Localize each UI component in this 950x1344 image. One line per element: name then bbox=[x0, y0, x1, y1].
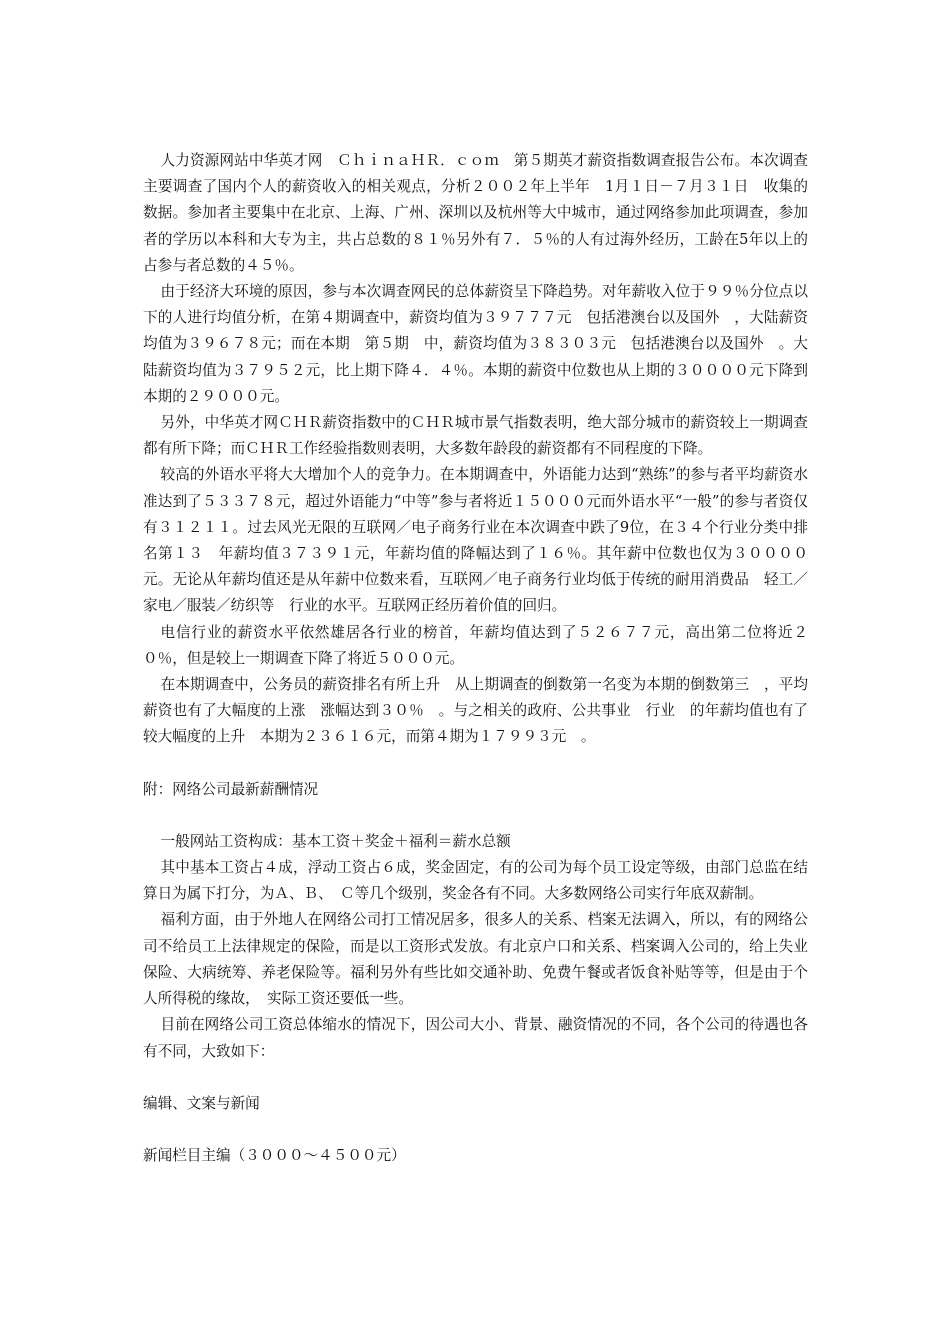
section-title: 编辑、文案与新闻 bbox=[143, 1094, 260, 1112]
report-paragraph-5: 电信行业的薪资水平依然雄居各行业的榜首，年薪均值达到了５２６７７元，高出第二位将近２０％，但是较上一期调查下降了将近５０００元。 bbox=[143, 623, 808, 667]
appendix-paragraph-3: 福利方面，由于外地人在网络公司打工情况居多，很多人的关系、档案无法调入，所以，有的网络公司不给员工上法律规定的保险，而是以工资形式发放。有北京户口和关系、档案调入公司的，给上失业保险、大病统筹、养老保险等。福利另外有些比如交通补助、免费午餐或者饭食补贴等等，但是由于个人所得税的缘故， 实际工资还要低一些。 bbox=[143, 911, 808, 1008]
appendix-paragraph-1: 一般网站工资构成：基本工资＋奖金＋福利＝薪水总额 bbox=[160, 832, 511, 850]
report-paragraph-4: 较高的外语水平将大大增加个人的竞争力。在本期调查中，外语能力达到“熟练”的参与者平均薪资水准达到了５３３７８元，超过外语能力“中等”参与者将近１５０００元而外语水平“一般”的参与者资仅有３１２１１。过去风光无限的互联网／电子商务行业在本次调查中跌了9位，在３４个行业分类中排名第１３ 年薪均值３７３９１元，年薪均值的降幅达到了１６％。其年薪中位数也仅为３００００元。无论从年薪均值还是从年薪中位数来看，互联网／电子商务行业均低于传统的耐用消费品 轻工／家电／服装／纺织等 行业的水平。互联网正经历着价值的回归。 bbox=[143, 466, 808, 615]
position-line: 新闻栏目主编（３０００～４５００元） bbox=[143, 1146, 406, 1164]
spacer bbox=[143, 1065, 808, 1091]
document-body bbox=[143, 148, 808, 1169]
appendix-paragraph-4: 目前在网络公司工资总体缩水的情况下，因公司大小、背景、融资情况的不同，各个公司的待遇也各有不同，大致如下： bbox=[143, 1016, 808, 1060]
spacer bbox=[143, 751, 808, 777]
report-paragraph-1: 人力资源网站中华英才网 ＣｈｉｎａＨＲ．ｃｏｍ 第５期英才薪资指数调查报告公布。本次调查主要调查了国内个人的薪资收入的相关观点，分析２００２年上半年 1月１日－７月３１日 收集的数据。参加者主要集中在北京、上海、广州、深圳以及杭州等大中城市，通过网络参加此项调查，参加者的学历以本科和大专为主，共占总数的８１％另外有７．５％的人有过海外经历，工龄在5年以上的占参与者总数的４５％。 bbox=[143, 152, 808, 274]
report-paragraph-3: 另外，中华英才网ＣＨＲ薪资指数中的ＣＨＲ城市景气指数表明，绝大部分城市的薪资较上一期调查都有所下降；而ＣＨＲ工作经验指数则表明，大多数年龄段的薪资都有不同程度的下降。 bbox=[143, 414, 808, 458]
appendix-paragraph-2: 其中基本工资占４成，浮动工资占６成，奖金固定，有的公司为每个员工设定等级，由部门总监在结算日为属下打分，为Ａ、Ｂ、 Ｃ等几个级别，奖金各有不同。大多数网络公司实行年底双薪制。 bbox=[143, 859, 808, 903]
spacer bbox=[143, 1117, 808, 1143]
report-paragraph-2: 由于经济大环境的原因，参与本次调查网民的总体薪资呈下降趋势。对年薪收入位于９９％分位点以下的人进行均值分析，在第４期调查中，薪资均值为３９７７７元 包括港澳台以及国外 ，大陆薪资均值为３９６７８元；而在本期 第５期 中，薪资均值为３８３０３元 包括港澳台以及国外 。大陆薪资均值为３７９５２元，比上期下降４．４％。本期的薪资中位数也从上期的３００００元下降到本期的２９０００元。 bbox=[143, 283, 808, 405]
spacer bbox=[143, 803, 808, 829]
appendix-title: 附：网络公司最新薪酬情况 bbox=[143, 780, 319, 798]
report-paragraph-6: 在本期调查中，公务员的薪资排名有所上升 从上期调查的倒数第一名变为本期的倒数第三 ，平均薪资也有了大幅度的上涨 涨幅达到３０％ 。与之相关的政府、公共事业 行业 的年薪均值也有了较大幅度的上升 本期为２３６１６元，而第４期为１７９９３元 。 bbox=[143, 676, 808, 746]
